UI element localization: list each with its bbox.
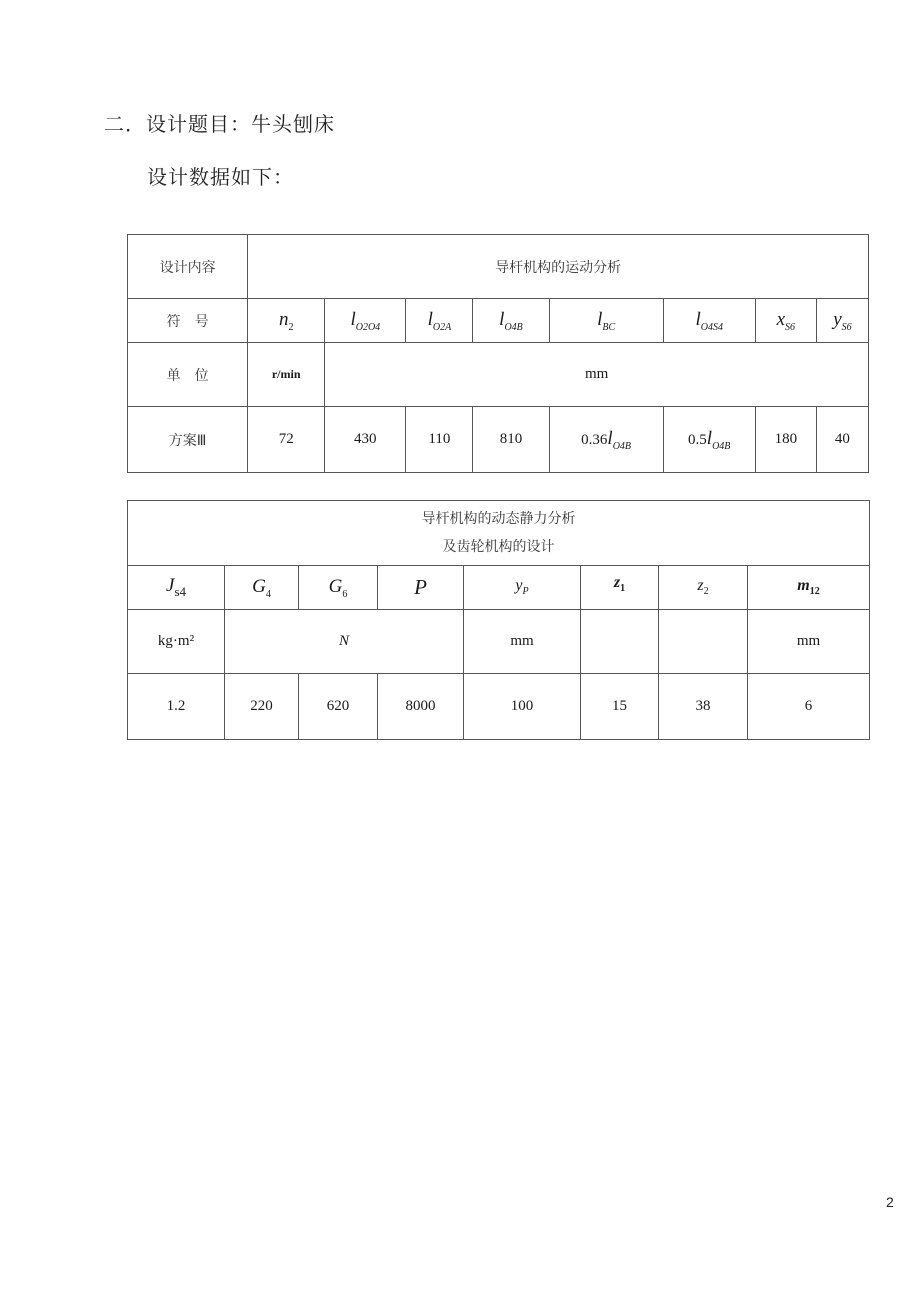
section-heading: 二．设计题目：牛头刨床 bbox=[104, 112, 335, 136]
symbol-z2: $z_2$ bbox=[659, 566, 748, 610]
value-z2: 38 bbox=[659, 674, 748, 740]
value-Js4: 1.2 bbox=[128, 674, 225, 740]
table1-title: 导杆机构的运动分析 bbox=[248, 235, 869, 299]
symbol-lBC: $l_{BC}$ bbox=[549, 299, 663, 343]
row-label-unit: 单 位 bbox=[128, 343, 248, 407]
value-n2: 72 bbox=[248, 407, 325, 473]
page-number: 2 bbox=[886, 1194, 894, 1210]
row-label-symbol: 符 号 bbox=[128, 299, 248, 343]
symbol-Js4: $J_{s4}$ bbox=[128, 566, 225, 610]
symbol-G6: $G_6$ bbox=[299, 566, 378, 610]
value-lO4S4: $0.5l_{O4B}$ bbox=[663, 407, 755, 473]
value-lO2A: 110 bbox=[406, 407, 473, 473]
value-P: 8000 bbox=[378, 674, 464, 740]
value-xS6: 180 bbox=[755, 407, 816, 473]
unit-lengths: mm bbox=[325, 343, 869, 407]
symbol-lO4B: $l_{O4B}$ bbox=[473, 299, 549, 343]
unit-forces: N bbox=[225, 610, 464, 674]
section-subheading: 设计数据如下： bbox=[147, 165, 294, 189]
symbol-yS6: $y_{S6}$ bbox=[816, 299, 868, 343]
unit-Js4: kg·m² bbox=[128, 610, 225, 674]
value-yS6: 40 bbox=[816, 407, 868, 473]
symbol-xS6: $x_{S6}$ bbox=[755, 299, 816, 343]
unit-z2 bbox=[659, 610, 748, 674]
table2-title bbox=[128, 501, 870, 566]
row-label-design-content: 设计内容 bbox=[128, 235, 248, 299]
value-G6: 620 bbox=[299, 674, 378, 740]
symbol-lO2O4: $l_{O2O4}$ bbox=[325, 299, 406, 343]
row-label-plan: 方案Ⅲ bbox=[128, 407, 248, 473]
symbol-lO2A: $l_{O2A}$ bbox=[406, 299, 473, 343]
symbol-yP: $y_P$ bbox=[464, 566, 581, 610]
unit-z1 bbox=[581, 610, 659, 674]
symbol-m12: $m_{12}$ bbox=[748, 566, 870, 610]
value-m12: 6 bbox=[748, 674, 870, 740]
value-lO2O4: 430 bbox=[325, 407, 406, 473]
symbol-n2: $n_2$ bbox=[248, 299, 325, 343]
unit-n2: r/min bbox=[248, 343, 325, 407]
table2-title-line2: 及齿轮机构的设计 bbox=[442, 539, 555, 555]
value-lO4B: 810 bbox=[473, 407, 549, 473]
symbol-z1: $z_1$ bbox=[581, 566, 659, 610]
value-z1: 15 bbox=[581, 674, 659, 740]
value-lBC: $0.36l_{O4B}$ bbox=[549, 407, 663, 473]
unit-yP: mm bbox=[464, 610, 581, 674]
symbol-P: P bbox=[378, 566, 464, 610]
value-G4: 220 bbox=[225, 674, 299, 740]
symbol-G4: $G_4$ bbox=[225, 566, 299, 610]
unit-m12: mm bbox=[748, 610, 870, 674]
table2-title-line1: 导杆机构的动态静力分析 bbox=[421, 511, 576, 527]
symbol-lO4S4: $l_{O4S4}$ bbox=[663, 299, 755, 343]
dynamic-force-gear-table bbox=[127, 500, 870, 740]
kinematic-analysis-table bbox=[127, 234, 869, 473]
value-yP: 100 bbox=[464, 674, 581, 740]
